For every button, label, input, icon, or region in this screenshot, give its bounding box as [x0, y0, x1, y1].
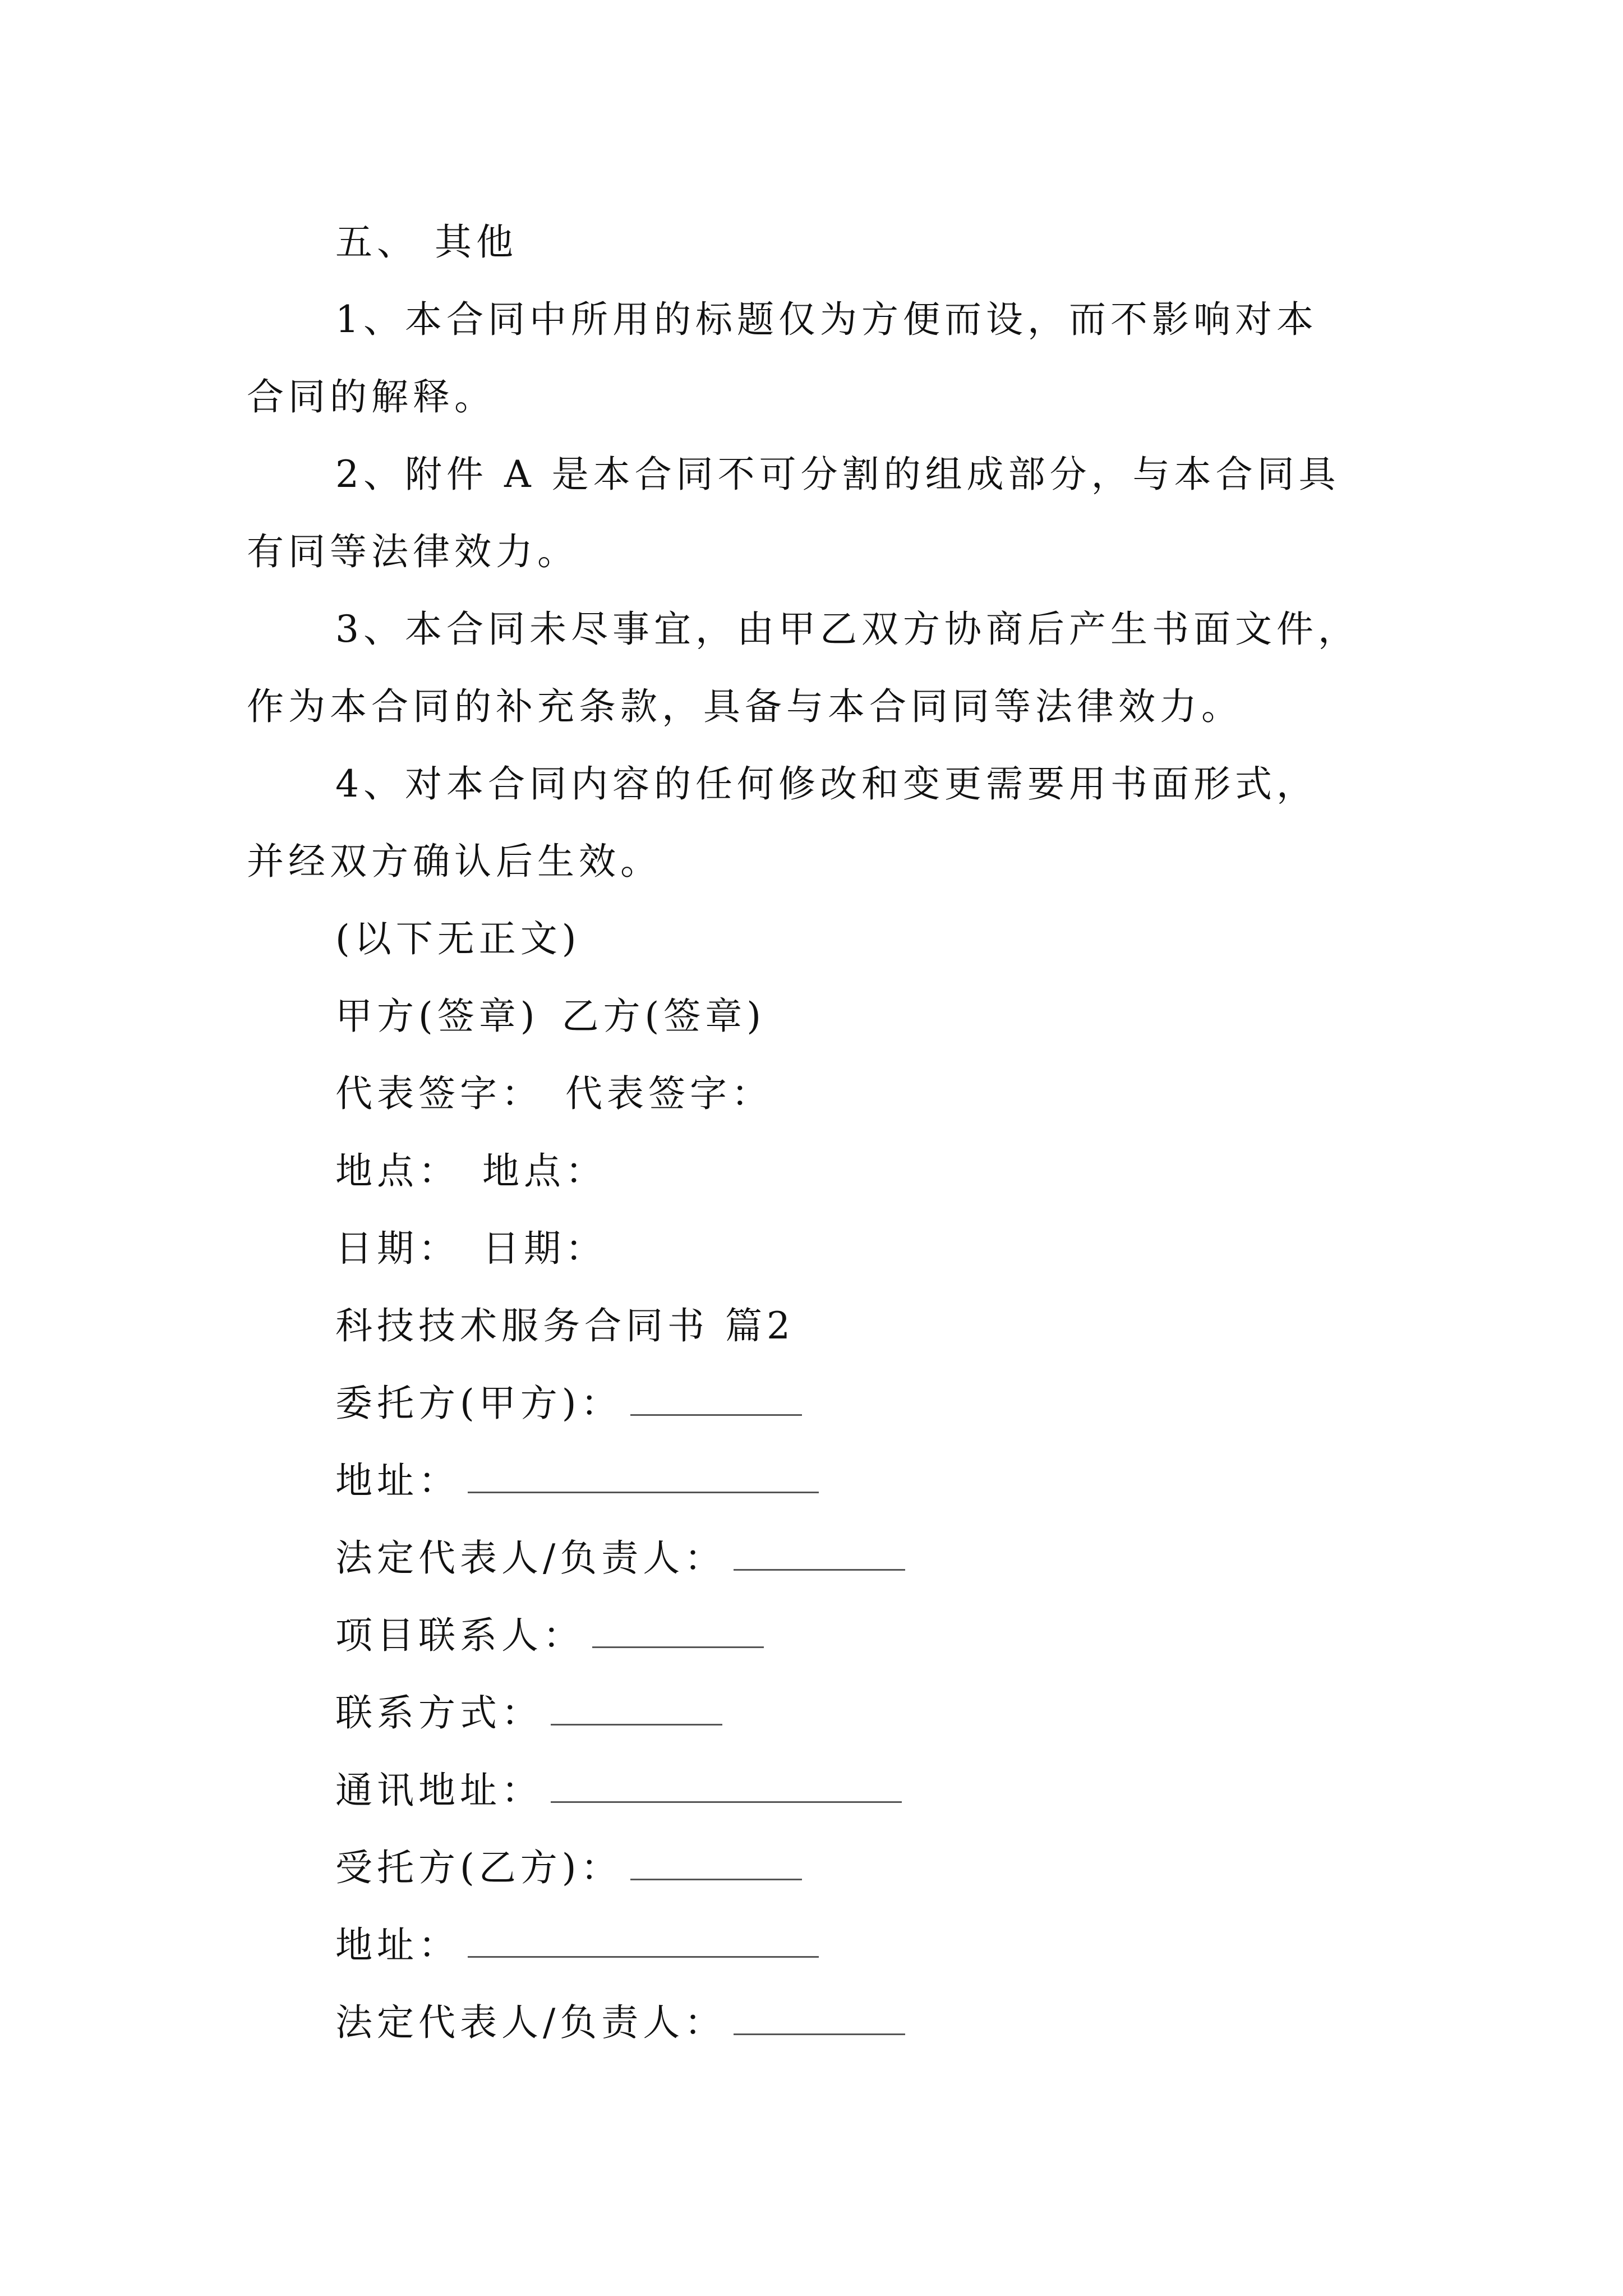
field-label: 联系方式：	[335, 1691, 543, 1734]
clause-1-line-1: 1、本合同中所用的标题仅为方便而设，而不影响对本	[335, 298, 1318, 341]
field-contractor-legal-rep	[335, 2000, 905, 2045]
field-contact-method	[335, 1691, 722, 1736]
field-client-legal-rep	[335, 1536, 905, 1581]
clause-3-line-1: 3、本合同未尽事宜，由甲乙双方协商后产生书面文件，	[335, 608, 1359, 651]
field-label: 受托方(乙方)：	[335, 1846, 623, 1889]
party-b-date-label: 日期：	[482, 1227, 607, 1270]
clause-2-line-2: 有同等法律效力。	[247, 530, 579, 573]
field-label: 法定代表人/负责人：	[335, 2001, 726, 2044]
field-label: 地址：	[335, 1924, 460, 1967]
signature-row-seal	[335, 994, 766, 1039]
client-legal-rep-blank[interactable]	[734, 1538, 905, 1571]
signature-row-location	[335, 1149, 607, 1194]
field-project-contact	[335, 1613, 764, 1658]
party-b-location-label: 地点：	[482, 1149, 607, 1193]
contact-method-blank[interactable]	[551, 1692, 722, 1726]
party-b-seal-label: 乙方(签章)	[561, 995, 766, 1038]
clause-4-line-1: 4、对本合同内容的任何修改和变更需要用书面形式，	[335, 762, 1318, 806]
clause-4-line-2: 并经双方确认后生效。	[247, 840, 662, 883]
field-contractor-party-b	[335, 1846, 802, 1890]
field-label: 法定代表人/负责人：	[335, 1536, 726, 1580]
party-a-seal-label: 甲方(签章)	[335, 995, 540, 1038]
field-label: 通讯地址：	[335, 1769, 543, 1812]
client-name-blank[interactable]	[630, 1383, 802, 1416]
clause-2-line-1: 2、附件 A 是本合同不可分割的组成部分，与本合同具	[335, 453, 1340, 496]
party-a-location-label: 地点：	[335, 1149, 460, 1193]
field-contractor-address	[335, 1923, 819, 1968]
contractor-legal-rep-blank[interactable]	[734, 2002, 905, 2035]
field-client-address	[335, 1458, 819, 1503]
contractor-address-blank[interactable]	[468, 1925, 819, 1958]
field-label: 委托方(甲方)：	[335, 1382, 623, 1425]
field-mailing-address	[335, 1768, 902, 1813]
clause-1-line-2: 合同的解释。	[247, 375, 496, 418]
mailing-address-blank[interactable]	[551, 1770, 902, 1803]
client-address-blank[interactable]	[468, 1460, 819, 1493]
party-b-representative-label: 代表签字：	[565, 1072, 773, 1115]
field-label: 项目联系人：	[335, 1614, 584, 1657]
signature-row-representative	[335, 1071, 773, 1116]
section-heading: 五、 其他	[335, 220, 518, 264]
clause-3-line-2: 作为本合同的补充条款，具备与本合同同等法律效力。	[247, 685, 1243, 728]
signature-row-date	[335, 1226, 607, 1271]
field-label: 地址：	[335, 1459, 460, 1502]
party-a-date-label: 日期：	[335, 1227, 460, 1270]
contractor-name-blank[interactable]	[630, 1847, 802, 1880]
no-text-below-note: (以下无正文)	[335, 917, 581, 960]
contract-2-title: 科技技术服务合同书 篇2	[335, 1304, 795, 1347]
party-a-representative-label: 代表签字：	[335, 1072, 543, 1115]
project-contact-blank[interactable]	[592, 1615, 764, 1648]
field-client-party-a	[335, 1381, 802, 1426]
